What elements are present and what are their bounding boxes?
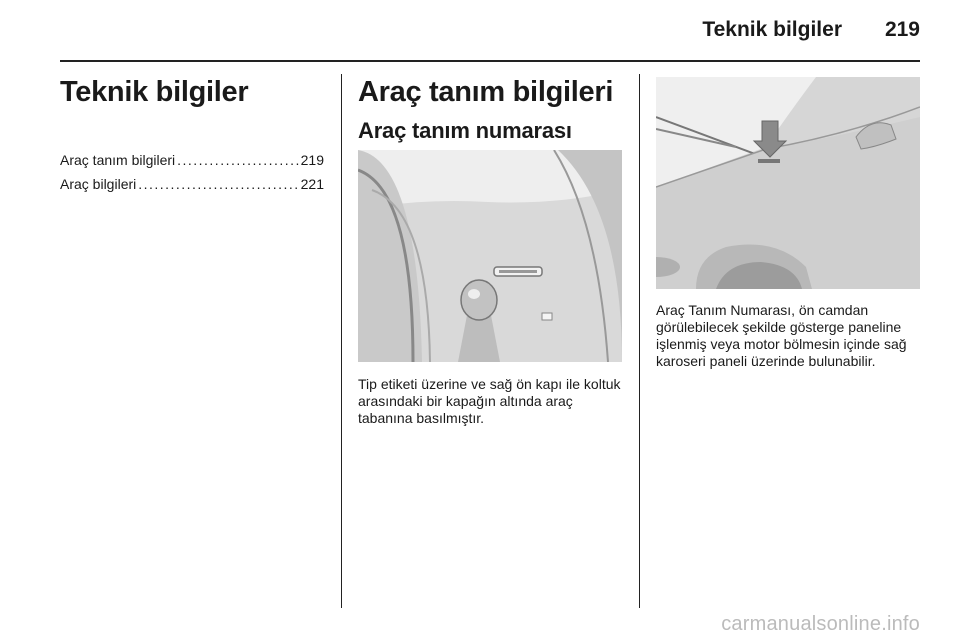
vin-caption: Araç Tanım Numarası, ön camdan görülebilecek şekilde gösterge paneline işlenmiş veya motor bölmesin içinde sağ karoseri paneli üzerinde bulunabilir. xyxy=(656,302,907,369)
illustration-vin-location xyxy=(656,77,920,289)
page-number: 219 xyxy=(884,18,920,41)
chapter-title: Teknik bilgiler xyxy=(60,76,249,108)
toc-entry-label: Araç tanım bilgileri xyxy=(60,152,176,168)
toc-leader-dots xyxy=(177,152,298,168)
toc-entry[interactable] xyxy=(60,176,324,192)
toc-entry-page: 221 xyxy=(300,176,324,192)
watermark: carmanualsonline.info xyxy=(721,613,920,635)
toc-leader-dots xyxy=(138,176,298,192)
illustration-type-label-location xyxy=(358,150,622,362)
section-heading: Araç tanım bilgileri xyxy=(358,76,614,108)
toc-entry-label: Araç bilgileri xyxy=(60,176,137,192)
column-divider-right xyxy=(639,74,640,608)
toc-entry-page: 219 xyxy=(300,152,324,168)
running-header-title: Teknik bilgiler xyxy=(702,18,842,41)
column-divider-left xyxy=(341,74,342,608)
type-label-caption: Tip etiketi üzerine ve sağ ön kapı ile koltuk arasındaki bir kapağın altında araç tabanına basılmıştır. xyxy=(358,376,621,426)
toc-entry[interactable] xyxy=(60,152,324,168)
header-divider xyxy=(60,60,920,62)
subheading: Araç tanım numarası xyxy=(358,118,572,143)
